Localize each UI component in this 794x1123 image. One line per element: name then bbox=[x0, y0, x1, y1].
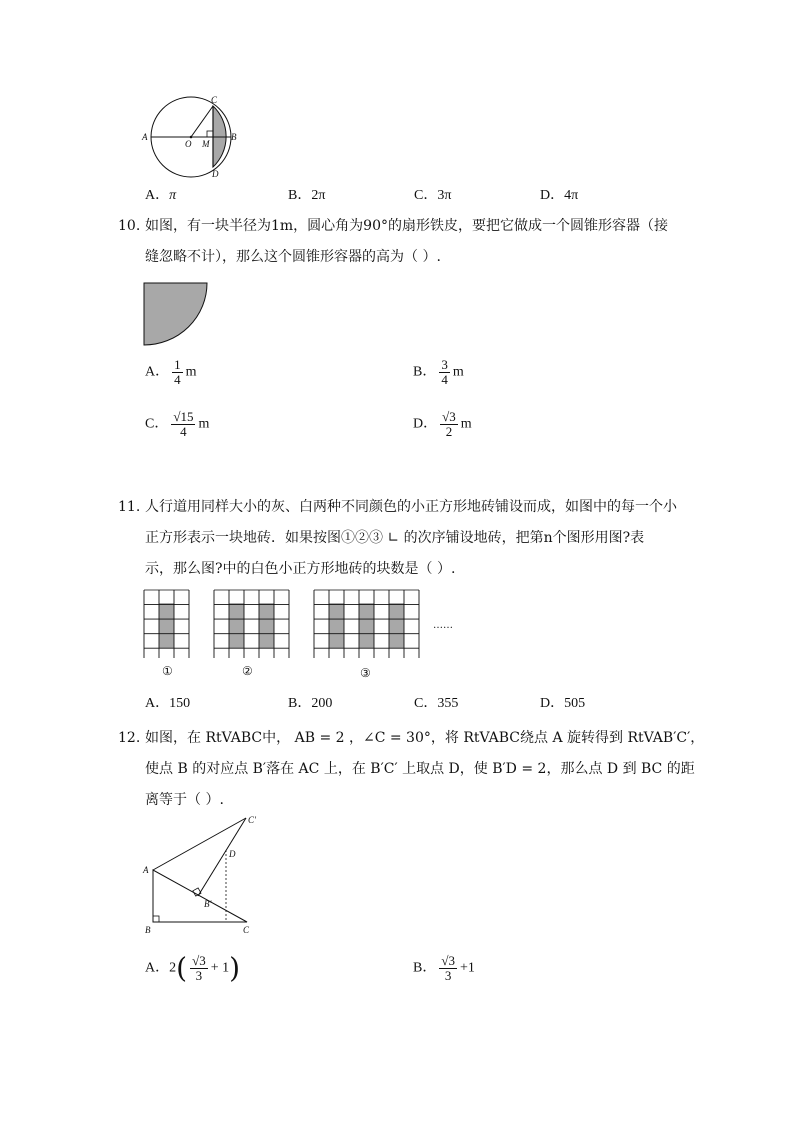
triangle-figure bbox=[140, 812, 270, 938]
q11-text-line1: 人行道用同样大小的灰、白两种不同颜色的小正方形地砖铺设而成，如图中的每一个小 bbox=[145, 499, 677, 515]
label-d: D bbox=[229, 849, 236, 859]
q10-option-b: B． $\frac{3}{4}$ m bbox=[413, 357, 464, 387]
q11-option-c: C．355 bbox=[414, 696, 459, 711]
q12-text-line1: 如图，在 RtVABC中， AB = 2 ，∠C = 30°，将 RtVABC绕点 A 旋转得到 RtVAB′C′， bbox=[145, 730, 705, 746]
q11-text-line2: 正方形表示一块地砖．如果按图①②③ ∟ 的次序铺设地砖，把第n个图形用图?表 bbox=[145, 530, 645, 546]
triangle-abc bbox=[153, 870, 247, 922]
q10-text-line2: 缝忽略不计），那么这个圆锥形容器的高为（ ）. bbox=[145, 249, 441, 265]
gray-tiles bbox=[159, 603, 174, 648]
sector-figure bbox=[143, 282, 211, 346]
tile-pattern-3 bbox=[314, 590, 419, 658]
label-b: B bbox=[145, 925, 151, 935]
label-m: M bbox=[202, 139, 210, 149]
q10-option-c: C． $\frac{√15}{4}$ m bbox=[145, 409, 210, 439]
q9-option-c: C．3π bbox=[414, 188, 452, 203]
radius-oc bbox=[191, 106, 213, 137]
q11-option-a: A．150 bbox=[145, 696, 191, 711]
q10-number: 10. bbox=[118, 218, 141, 234]
label-a: A bbox=[143, 865, 149, 875]
q11-option-b: B．200 bbox=[288, 696, 333, 711]
q10-option-a: A． $\frac{1}{4}$ m bbox=[145, 357, 197, 387]
label-o: O bbox=[185, 139, 192, 149]
pattern-label-3: ③ bbox=[360, 666, 371, 680]
q9-option-b: B．2π bbox=[288, 188, 326, 203]
right-angle-mark bbox=[207, 131, 213, 137]
tile-pattern-figure bbox=[140, 588, 470, 658]
segment-b-prime-c-prime bbox=[198, 818, 246, 896]
label-b-prime: B′ bbox=[204, 899, 212, 909]
label-c-prime: C′ bbox=[248, 815, 256, 825]
q12-text-line2: 使点 B 的对应点 B′落在 AC 上，在 B′C′ 上取点 D，使 B′D = 2，那么点 D 到 BC 的距 bbox=[145, 761, 695, 777]
q9-option-d: D．4π bbox=[540, 188, 579, 203]
q12-option-a: A．2( $\frac{√3}{3}$ + 1) bbox=[145, 951, 241, 985]
pattern-ellipsis: …… bbox=[433, 620, 453, 631]
q12-number: 12. bbox=[118, 730, 141, 746]
q10-option-d: D． $\frac{√3}{2}$ m bbox=[413, 409, 472, 439]
q11-option-d: D．505 bbox=[540, 696, 586, 711]
label-b: B bbox=[231, 132, 237, 142]
label-d: D bbox=[212, 169, 219, 179]
quarter-sector bbox=[144, 283, 207, 345]
label-c: C bbox=[211, 95, 218, 105]
q11-number: 11. bbox=[118, 499, 141, 515]
q9-option-a: A．π bbox=[145, 188, 177, 203]
q11-text-line3: 示，那么图?中的白色小正方形地砖的块数是（ ）. bbox=[145, 561, 456, 577]
pattern-label-1: ① bbox=[162, 664, 173, 678]
q12-text-line3: 离等于（ ）. bbox=[145, 792, 224, 808]
label-a: A bbox=[142, 132, 148, 142]
right-angle-b bbox=[153, 916, 159, 922]
circle-figure bbox=[140, 94, 240, 180]
segment-ac-prime bbox=[153, 818, 246, 870]
tile-pattern-1 bbox=[144, 590, 189, 658]
q12-option-b: B． $\frac{√3}{3}$ +1 bbox=[413, 953, 475, 983]
q10-text-line1: 如图，有一块半径为1m，圆心角为90°的扇形铁皮，要把它做成一个圆锥形容器（接 bbox=[145, 218, 668, 234]
label-c: C bbox=[243, 925, 250, 935]
tile-pattern-2 bbox=[214, 590, 289, 658]
center-point bbox=[190, 136, 193, 139]
pattern-label-2: ② bbox=[242, 664, 253, 678]
